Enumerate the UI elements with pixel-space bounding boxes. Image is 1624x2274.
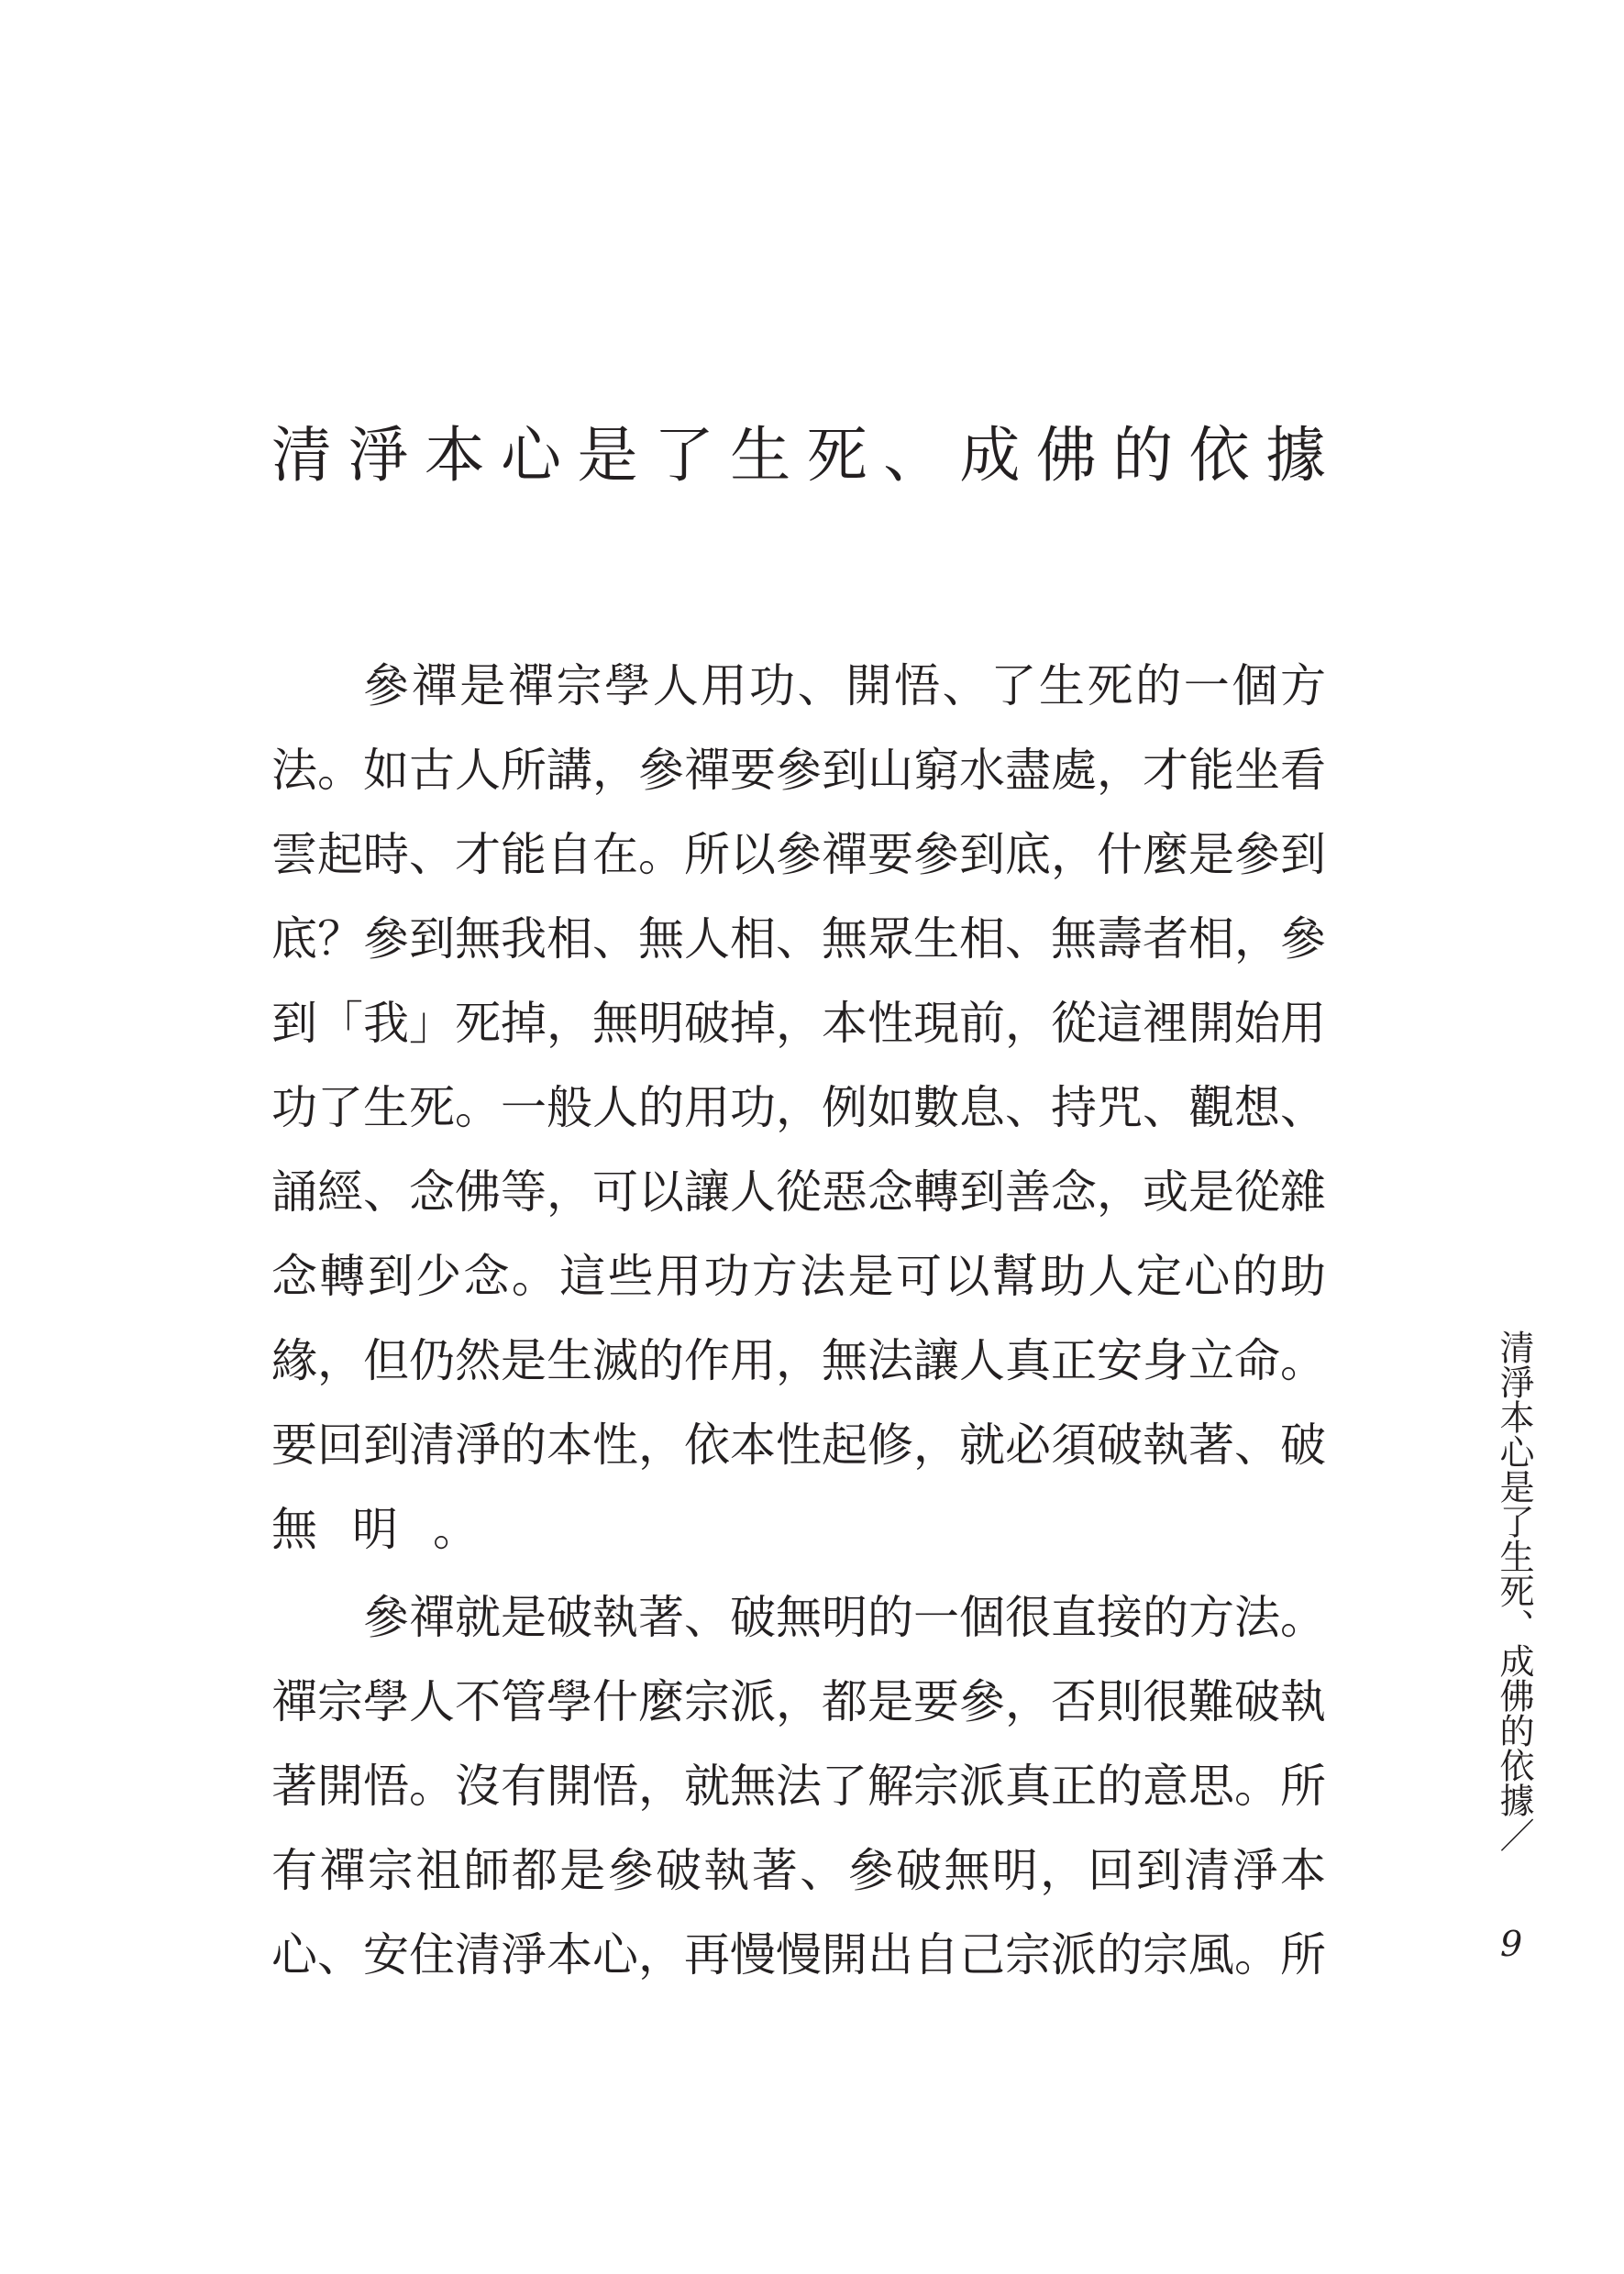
text-line: 念轉到少念。這些用功方法是可以幫助人定心的助	[271, 1250, 1326, 1303]
text-line: 參禪就是破執著、破無明的一個很直接的方法。	[363, 1591, 1326, 1644]
text-line: 參禪是禪宗學人用功、開悟、了生死的一個方	[363, 659, 1326, 712]
text-line: 誦經、念佛等，可以讓人從惡念轉到善念，或是從雜	[271, 1165, 1326, 1219]
text-line: 法。如古人所講，參禪要參到山窮水盡處，才能坐看	[271, 744, 1326, 797]
text-line: 雲起時、才能自在。所以參禪要參到底，什麼是參到	[271, 828, 1326, 881]
text-line: 心、安住清淨本心，再慢慢開出自己宗派的宗風。所	[271, 1928, 1326, 1981]
text-line: 功了生死。一般人的用功，例如數息、持咒、觀想、	[271, 1081, 1326, 1134]
chapter-title: 清淨本心是了生死、成佛的依據	[271, 420, 1326, 491]
page-number: 9	[1500, 1924, 1523, 1964]
text-line: 禪宗學人不管學什麼宗派，都是要參，否則很難破執	[271, 1675, 1326, 1728]
text-line: 要回到清淨的本性，依本性起修，就必須破執著、破	[271, 1418, 1326, 1472]
text-line: 底？參到無我相、無人相、無眾生相、無壽者相，參	[271, 912, 1326, 966]
text-line: 緣，但仍然是生滅的作用，無法讓人真正安身立命。	[271, 1334, 1326, 1387]
text-line: 有禪宗祖師都是參破執著、參破無明，回到清淨本	[271, 1844, 1326, 1897]
text-line: 著開悟。沒有開悟，就無法了解宗派真正的意思。所	[271, 1760, 1326, 1813]
text-line: 無明。	[271, 1503, 514, 1556]
text-line: 到「我」死掉，無明破掉，本性現前，從這裡開始用	[271, 997, 1326, 1050]
running-head: 清淨本心是了生死、成佛的依據／	[1494, 1330, 1534, 1852]
paragraph-1	[271, 644, 1326, 1572]
paragraph-2	[271, 1575, 1326, 1997]
